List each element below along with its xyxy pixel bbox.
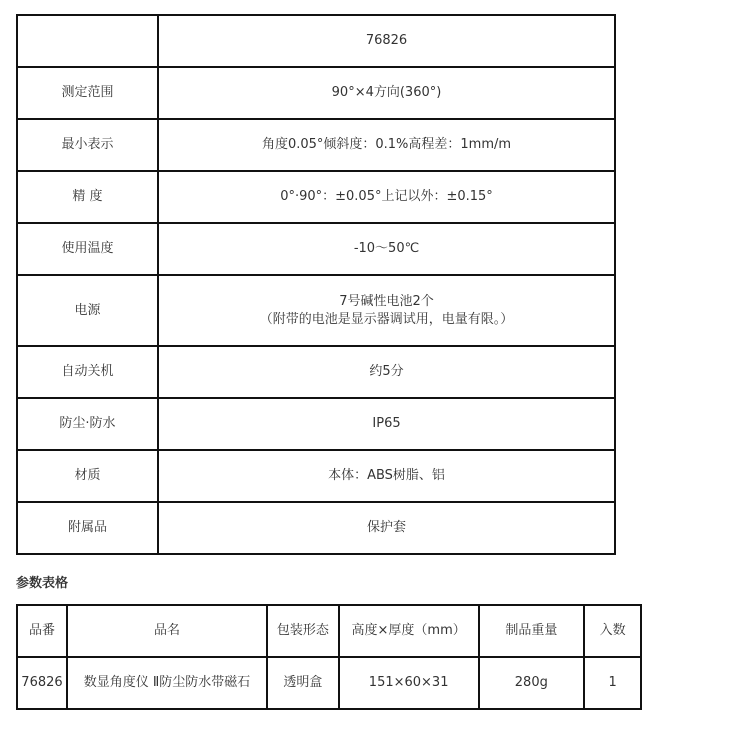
spec-row-accuracy bbox=[17, 171, 615, 223]
spec-row-accessories bbox=[17, 502, 615, 554]
spec-table bbox=[16, 14, 616, 555]
column-header: 品名 bbox=[67, 605, 267, 657]
section-title: 参数表格 bbox=[16, 576, 69, 591]
column-header: 高度×厚度（mm） bbox=[339, 605, 479, 657]
spec-row-power bbox=[17, 275, 615, 346]
spec-row-auto-off bbox=[17, 346, 615, 398]
spec-label: 材质 bbox=[17, 450, 158, 502]
product-header-row bbox=[17, 605, 641, 657]
spec-header-label bbox=[17, 15, 158, 67]
table-row bbox=[17, 657, 641, 709]
table-cell: 透明盒 bbox=[267, 657, 339, 709]
spec-value-cell bbox=[158, 275, 615, 346]
spec-label: 自动关机 bbox=[17, 346, 158, 398]
spec-label: 附属品 bbox=[17, 502, 158, 554]
spec-header-value: 76826 bbox=[158, 15, 615, 67]
spec-value: 约5分 bbox=[158, 346, 615, 398]
spec-row-protection bbox=[17, 398, 615, 450]
spec-label: 测定范围 bbox=[17, 67, 158, 119]
spec-value: 角度0.05°倾斜度：0.1%高程差：1mm/m bbox=[158, 119, 615, 171]
column-header: 品番 bbox=[17, 605, 67, 657]
spec-value: 0°·90°：±0.05°上记以外：±0.15° bbox=[158, 171, 615, 223]
spec-header-row bbox=[17, 15, 615, 67]
table-cell: 76826 bbox=[17, 657, 67, 709]
table-cell: 数显角度仪 Ⅱ防尘防水带磁石 bbox=[67, 657, 267, 709]
spec-value: 本体：ABS树脂、铝 bbox=[158, 450, 615, 502]
spec-label: 电源 bbox=[17, 275, 158, 346]
spec-row-min-display bbox=[17, 119, 615, 171]
column-header: 制品重量 bbox=[479, 605, 585, 657]
spec-label: 使用温度 bbox=[17, 223, 158, 275]
spec-value-note: （附带的电池是显示器调试用，电量有限。） bbox=[259, 311, 514, 327]
spec-row-range bbox=[17, 67, 615, 119]
spec-label: 精 度 bbox=[17, 171, 158, 223]
spec-value: 保护套 bbox=[158, 502, 615, 554]
table-cell: 1 bbox=[584, 657, 641, 709]
spec-value: -10～50℃ bbox=[158, 223, 615, 275]
product-table bbox=[16, 604, 642, 710]
spec-value: 90°×4方向(360°) bbox=[158, 67, 615, 119]
spec-row-temperature bbox=[17, 223, 615, 275]
spec-label: 防尘·防水 bbox=[17, 398, 158, 450]
spec-value: 7号碱性电池2个 bbox=[339, 293, 434, 309]
spec-value: IP65 bbox=[158, 398, 615, 450]
table-cell: 280g bbox=[479, 657, 585, 709]
column-header: 包装形态 bbox=[267, 605, 339, 657]
table-cell: 151×60×31 bbox=[339, 657, 479, 709]
spec-row-material bbox=[17, 450, 615, 502]
spec-label: 最小表示 bbox=[17, 119, 158, 171]
column-header: 入数 bbox=[584, 605, 641, 657]
